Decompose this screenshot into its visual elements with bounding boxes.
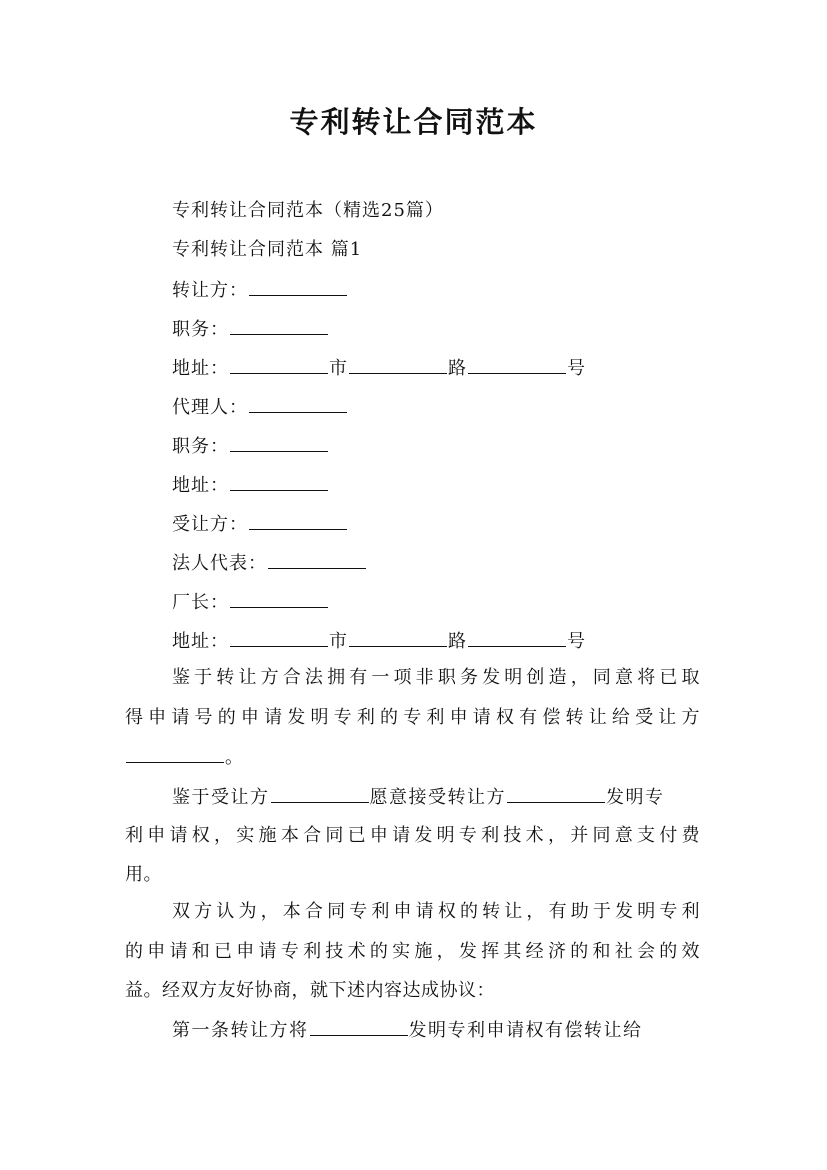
text-segment: 鉴于受让方 xyxy=(172,787,270,808)
text-segment: 愿意接受转让方 xyxy=(369,787,506,808)
field-label: 转让方： xyxy=(172,280,248,301)
paragraph-2-line-1 xyxy=(172,784,665,811)
text-segment: 发明专利申请权有偿转让给 xyxy=(408,1020,643,1041)
field-label: 地址： xyxy=(172,358,229,379)
field-address-1 xyxy=(172,355,586,382)
blank-line xyxy=(268,550,366,569)
road-label: 路 xyxy=(448,358,467,379)
period: 。 xyxy=(225,747,244,768)
field-legal-rep xyxy=(172,550,367,577)
field-label: 地址： xyxy=(172,631,229,652)
section-heading: 专利转让合同范本 篇1 xyxy=(172,239,363,260)
paragraph-1-line-2: 得申请号的申请发明专利的专利申请权有偿转让给受让方 xyxy=(125,707,700,728)
paragraph-1-line-1: 鉴于转让方合法拥有一项非职务发明创造，同意将已取 xyxy=(172,667,700,688)
field-factory-director xyxy=(172,589,329,616)
document-subtitle: 专利转让合同范本（精选25篇） xyxy=(172,200,444,221)
blank-line xyxy=(126,744,224,763)
city-label: 市 xyxy=(329,631,348,652)
paragraph-3-line-1: 双方认为，本合同专利申请权的转让，有助于发明专利 xyxy=(172,901,700,922)
blank-line xyxy=(230,316,328,335)
paragraph-1-line-3 xyxy=(125,744,700,771)
blank-line xyxy=(230,589,328,608)
text-segment: 发明专 xyxy=(606,787,665,808)
blank-line xyxy=(230,472,328,491)
field-transferor xyxy=(172,277,348,304)
blank-line xyxy=(507,784,605,803)
field-label: 法人代表： xyxy=(172,553,267,574)
blank-line xyxy=(230,433,328,452)
field-label: 职务： xyxy=(172,436,229,457)
paragraph-3-line-2: 的申请和已申请专利技术的实施，发挥其经济的和社会的效 xyxy=(125,941,700,962)
field-label: 代理人： xyxy=(172,397,248,418)
number-label: 号 xyxy=(567,358,586,379)
field-address-2 xyxy=(172,472,329,499)
field-agent xyxy=(172,394,348,421)
field-label: 地址： xyxy=(172,475,229,496)
paragraph-2-line-3: 用。 xyxy=(125,864,162,885)
field-label: 厂长： xyxy=(172,592,229,613)
paragraph-4-line-1 xyxy=(172,1017,643,1044)
field-duty-2 xyxy=(172,433,329,460)
blank-line xyxy=(468,628,566,647)
field-transferee xyxy=(172,511,348,538)
blank-line xyxy=(249,394,347,413)
blank-line xyxy=(249,511,347,530)
blank-line xyxy=(230,355,328,374)
text-segment: 第一条转让方将 xyxy=(172,1020,309,1041)
city-label: 市 xyxy=(329,358,348,379)
blank-line xyxy=(349,628,447,647)
blank-line xyxy=(249,277,347,296)
blank-line xyxy=(349,355,447,374)
blank-line xyxy=(310,1017,408,1036)
document-title: 专利转让合同范本 xyxy=(289,105,538,139)
field-address-3 xyxy=(172,628,586,655)
blank-line xyxy=(468,355,566,374)
field-label: 职务： xyxy=(172,319,229,340)
road-label: 路 xyxy=(448,631,467,652)
blank-line xyxy=(230,628,328,647)
paragraph-2-line-2: 利申请权，实施本合同已申请发明专利技术，并同意支付费 xyxy=(125,825,700,846)
paragraph-3-line-3: 益。经双方友好协商，就下述内容达成协议： xyxy=(125,980,495,1001)
field-label: 受让方： xyxy=(172,514,248,535)
number-label: 号 xyxy=(567,631,586,652)
field-duty-1 xyxy=(172,316,329,343)
blank-line xyxy=(271,784,369,803)
